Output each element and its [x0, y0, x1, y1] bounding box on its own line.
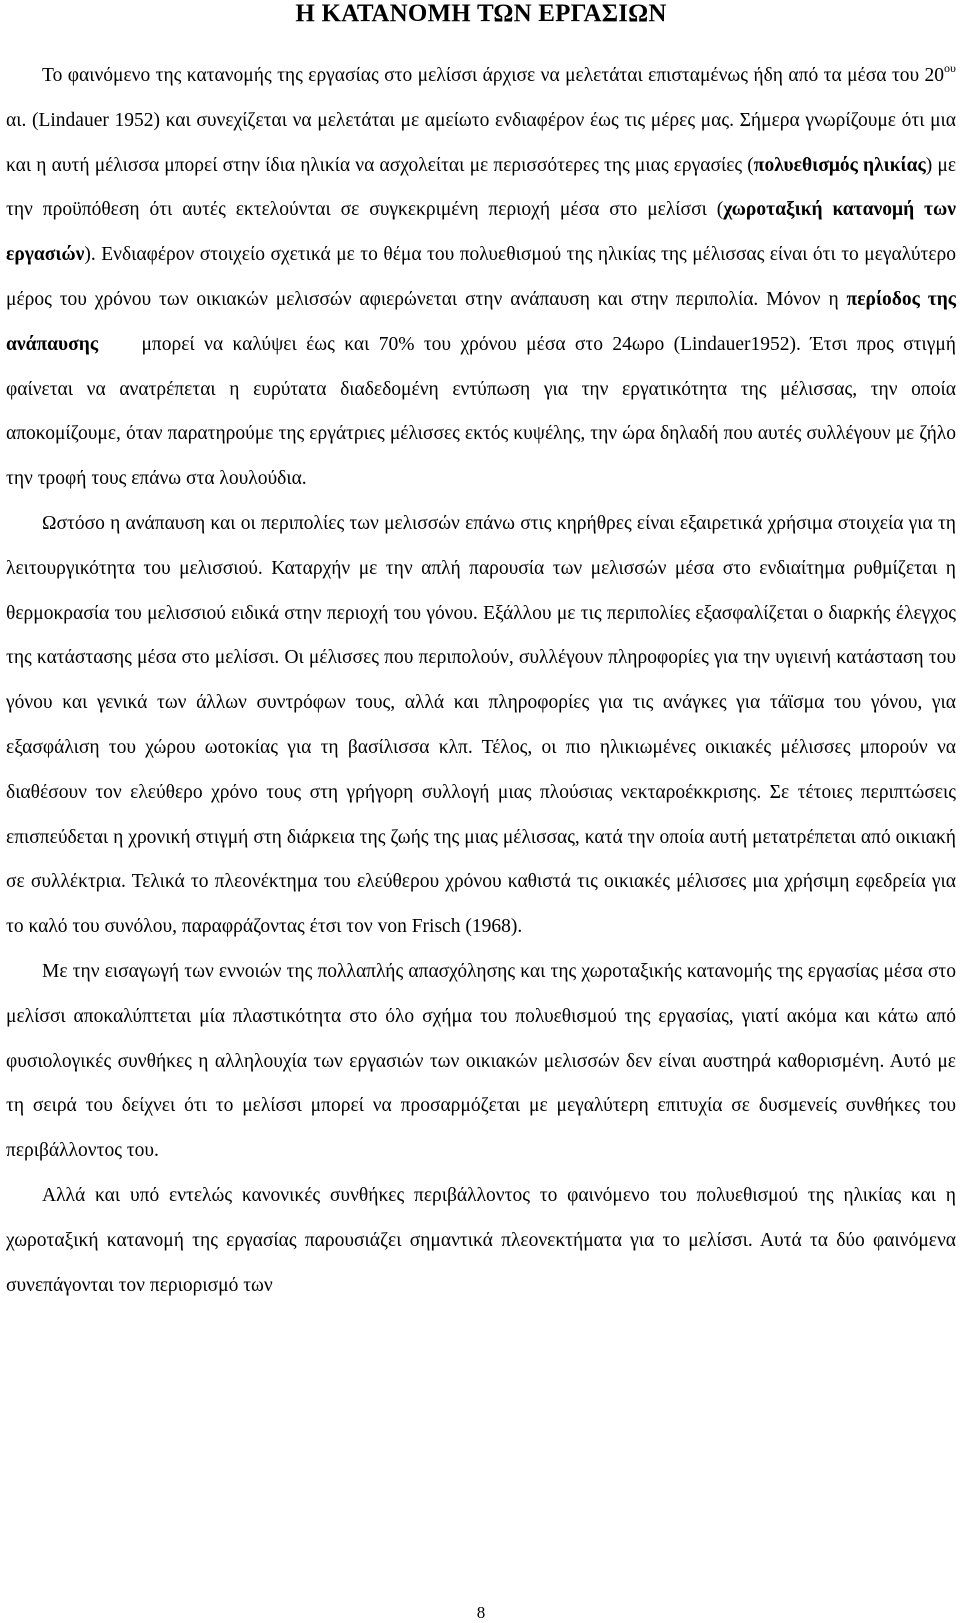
paragraph-1-text-c: ) με την προϋπόθεση ότι αυτές εκτελούνται σε συγκεκριμένη περιοχή μέσα στο μελίσσι (	[6, 154, 957, 221]
document-body	[6, 54, 956, 1308]
term-age-polyethism: πολυεθισμός ηλικίας	[753, 154, 926, 176]
term-rest-period: περίοδος της ανάπαυσης	[6, 288, 956, 355]
paragraph-3-text: Με την εισαγωγή των εννοιών της πολλαπλής απασχόλησης και της χωροταξικής κατανομής της εργασίας μέσα στο μελίσσι αποκαλύπτεται μία πλαστικότητα στο όλο σχήμα του πολυεθισμού της εργασίας, γιατί ακόμα και κάτω από φυσιολογικές συνθήκες η αλληλουχία των εργασιών των οικιακών μελισσών δεν είναι αυστηρά καθορισμένη. Αυτό με τη σειρά του δείχνει ότι το μελίσσι μπορεί να προσαρμόζεται με μεγαλύτερη επιτυχία σε δυσμενείς συνθήκες του περιβάλλοντος του.	[6, 960, 956, 1162]
paragraph-1-text-d: ). Ενδιαφέρον στοιχείο σχετικά με το θέμα του πολυεθισμού της ηλικίας της μέλισσας είναι ότι το μεγαλύτερο μέρος του χρόνου των οικιακών μελισσών αφιερώνεται στην ανάπαυση και στην περιπολία. Μόνον η	[6, 244, 956, 310]
document-page	[6, 0, 957, 1622]
paragraph-1-text-e: μπορεί να καλύψει έως και 70% του χρόνου μέσα στο 24ωρο (Lindauer1952). Έτσι προς στιγμή φαίνεται να ανατρέπεται η ευρύτατα διαδεδομένη εντύπωση για την εργατικότητα της μέλισσας, την οποία αποκομίζουμε, όταν παρατηρούμε της εργάτριες μέλισσες εκτός κυψέλης, την ώρα δηλαδή που αυτές συλλέγουν με ζήλο την τροφή τους επάνω στα λουλούδια.	[6, 333, 956, 490]
paragraph-4-text: Αλλά και υπό εντελώς κανονικές συνθήκες περιβάλλοντος το φαινόμενο του πολυεθισμού της ηλικίας και η χωροταξική κατανομή της εργασίας παρουσιάζει σημαντικά πλεονεκτήματα για το μελίσσι. Αυτά τα δύο φαινόμενα συνεπάγονται τον περιορισμό των	[6, 1184, 956, 1296]
paragraph-1	[6, 54, 956, 502]
paragraph-2	[6, 502, 956, 950]
term-spatial-distribution: χωροταξική κατανομή των εργασιών	[6, 199, 956, 266]
paragraph-1-text-a: Το φαινόμενο της κατανομής της εργασίας στο μελίσσι άρχισε να μελετάται επισταμένως ήδη από τα μέσα του 20	[42, 65, 945, 86]
paragraph-2-text: Ωστόσο η ανάπαυση και οι περιπολίες των μελισσών επάνω στις κηρήθρες είναι εξαιρετικά χρήσιμα στοιχεία για τη λειτουργικότητα του μελισσιού. Καταρχήν με την απλή παρουσία των μελισσών μέσα στο ενδιαίτημα ρυθμίζεται η θερμοκρασία του μελισσιού ειδικά στην περιοχή του γόνου. Εξάλλου με τις περιπολίες εξασφαλίζεται ο διαρκής έλεγχος της κατάστασης μέσα στο μελίσσι. Οι μέλισσες που περιπολούν, συλλέγουν πληροφορίες για την υγιεινή κατάσταση του γόνου και γενικά των άλλων συντρόφων τους, αλλά και πληροφορίες για τις ανάγκες για τάϊσμα του γόνου, για εξασφάλιση του χώρου ωοτοκίας για τη βασίλισσα κλπ. Τέλος, οι πιο ηλικιωμένες οικιακές μέλισσες μπορούν να διαθέσουν τον ελεύθερο χρόνο τους στη γρήγορη συλλογή μιας πλούσιας νεκταροέκκρισης. Σε τέτοιες περιπτώσεις επισπεύδεται η χρονική στιγμή στη διάρκεια της ζωής της μιας μέλισσας, κατά την οποία αυτή μετατρέπεται από οικιακή σε συλλέκτρια. Τελικά το πλεονέκτημα του ελεύθερου χρόνου καθιστά τις οικιακές μέλισσες μια χρήσιμη εφεδρεία για το καλό του συνόλου, παραφράζοντας έτσι τον von Frisch (1968).	[6, 512, 956, 938]
document-title: Η ΚΑΤΑΝΟΜΗ ΤΩΝ ΕΡΓΑΣΙΩΝ	[295, 0, 667, 27]
paragraph-3	[6, 950, 956, 1174]
paragraph-4	[6, 1174, 956, 1308]
paragraph-1-text-b: αι. (Lindauer 1952) και συνεχίζεται να μελετάται με αμείωτο ενδιαφέρον έως τις μέρες μας. Σήμερα γνωρίζουμε ότι μια και η αυτή μέλισσα μπορεί στην ίδια ηλικία να ασχολείται με περισσότερες της μιας εργασίες (	[6, 109, 956, 176]
page-number: 8	[476, 1603, 486, 1622]
ordinal-superscript: ου	[944, 61, 956, 75]
